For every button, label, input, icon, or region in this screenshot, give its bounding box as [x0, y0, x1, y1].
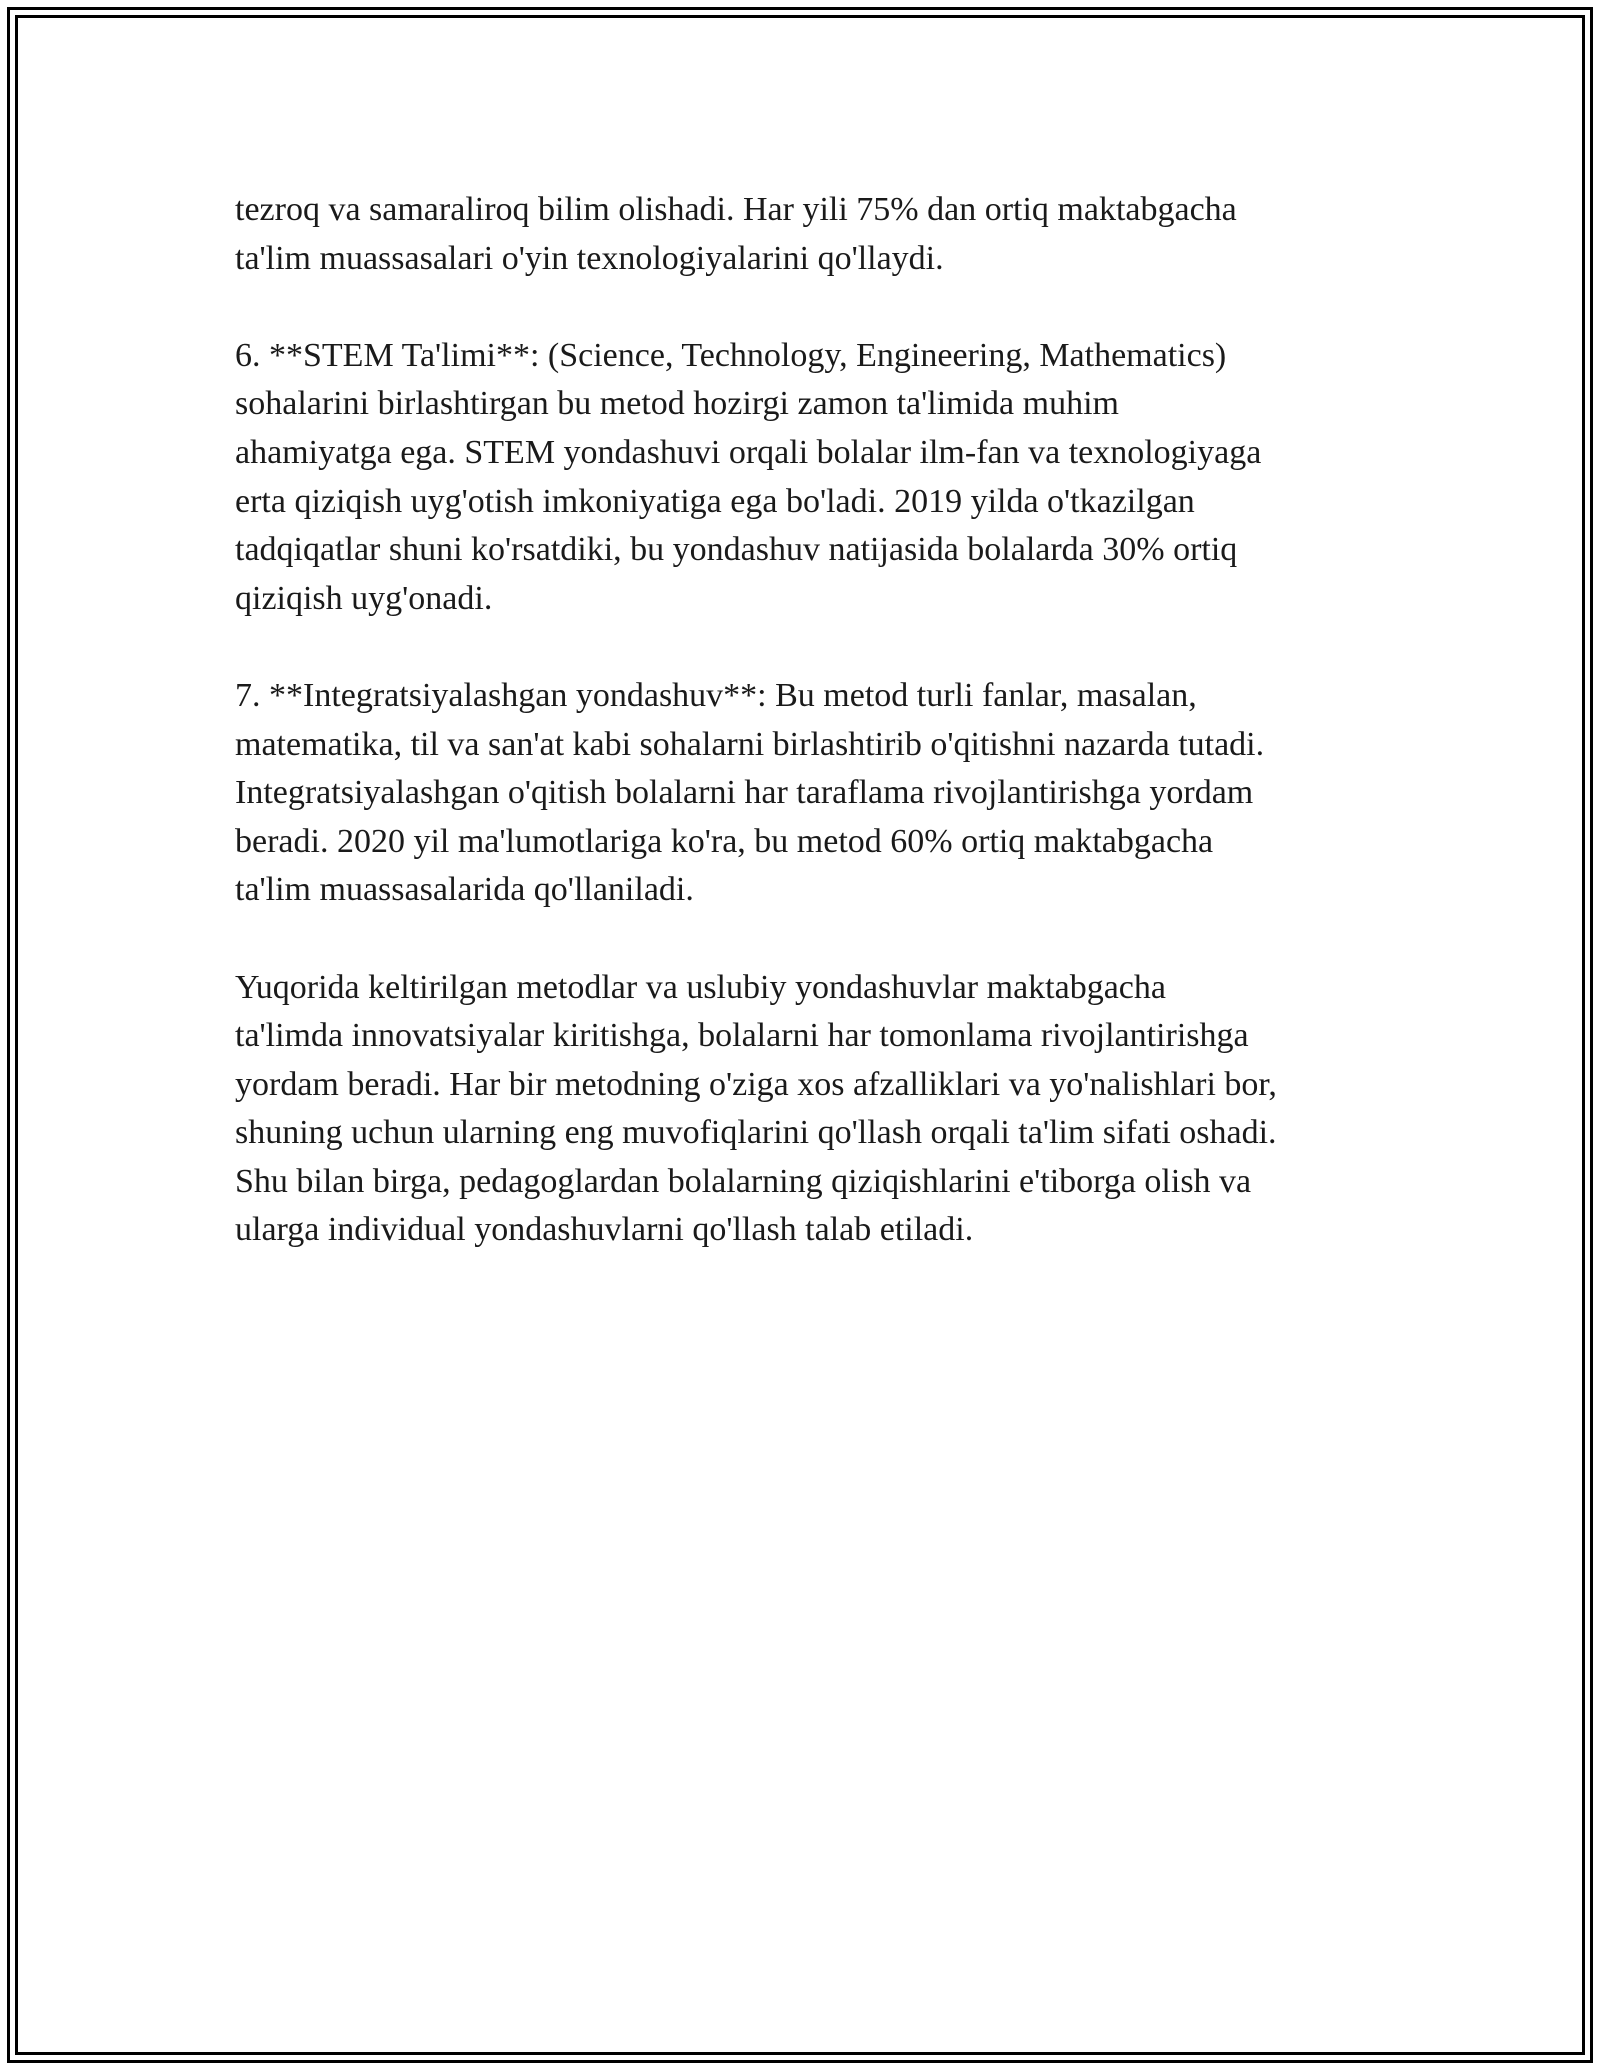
text-line: beradi. 2020 yil ma'lumotlariga ko'ra, bu metod 60% ortiq maktabgacha: [235, 822, 1214, 860]
text-line: qiziqish uyg'onadi.: [235, 579, 493, 617]
text-line: ta'lim muassasalari o'yin texnologiyalarini qo'llaydi.: [235, 239, 944, 277]
text-line: ahamiyatga ega. STEM yondashuvi orqali bolalar ilm-fan va texnologiyaga: [235, 433, 1262, 471]
document-body: [235, 186, 1380, 1255]
text-line: Yuqorida keltirilgan metodlar va uslubiy yondashuvlar maktabgacha: [235, 968, 1166, 1006]
text-line: Integratsiyalashgan o'qitish bolalarni har taraflama rivojlantirishga yordam: [235, 774, 1254, 812]
paragraph-spacer: [235, 915, 1380, 964]
text-line: tadqiqatlar shuni ko'rsatdiki, bu yondashuv natijasida bolalarda 30% ortiq: [235, 531, 1238, 569]
text-line: 6. **STEM Ta'limi**: (Science, Technology, Engineering, Mathematics): [235, 336, 1227, 374]
text-line: ta'lim muassasalarida qo'llaniladi.: [235, 871, 694, 909]
paragraph-spacer: [235, 623, 1380, 672]
paragraph-intro-continuation: [235, 186, 1380, 283]
text-line: sohalarini birlashtirgan bu metod hozirgi zamon ta'limida muhim: [235, 385, 1119, 423]
text-line: yordam beradi. Har bir metodning o'ziga xos afzalliklari va yo'nalishlari bor,: [235, 1065, 1277, 1103]
paragraph-conclusion: [235, 964, 1380, 1256]
paragraph-integrated-approach: [235, 672, 1380, 915]
text-line: erta qiziqish uyg'otish imkoniyatiga ega bo'ladi. 2019 yilda o'tkazilgan: [235, 482, 1195, 520]
text-line: Shu bilan birga, pedagoglardan bolalarning qiziqishlarini e'tiborga olish va: [235, 1162, 1252, 1200]
paragraph-stem: [235, 332, 1380, 624]
text-line: shuning uchun ularning eng muvofiqlarini qo'llash orqali ta'lim sifati oshadi.: [235, 1114, 1277, 1152]
text-line: matematika, til va san'at kabi sohalarni birlashtirib o'qitishni nazarda tutadi.: [235, 725, 1265, 763]
text-line: ularga individual yondashuvlarni qo'llash talab etiladi.: [235, 1211, 974, 1249]
paragraph-spacer: [235, 283, 1380, 332]
text-line: ta'limda innovatsiyalar kiritishga, bolalarni har tomonlama rivojlantirishga: [235, 1017, 1249, 1055]
text-line: 7. **Integratsiyalashgan yondashuv**: Bu metod turli fanlar, masalan,: [235, 676, 1197, 714]
text-line: tezroq va samaraliroq bilim olishadi. Har yili 75% dan ortiq maktabgacha: [235, 191, 1237, 228]
